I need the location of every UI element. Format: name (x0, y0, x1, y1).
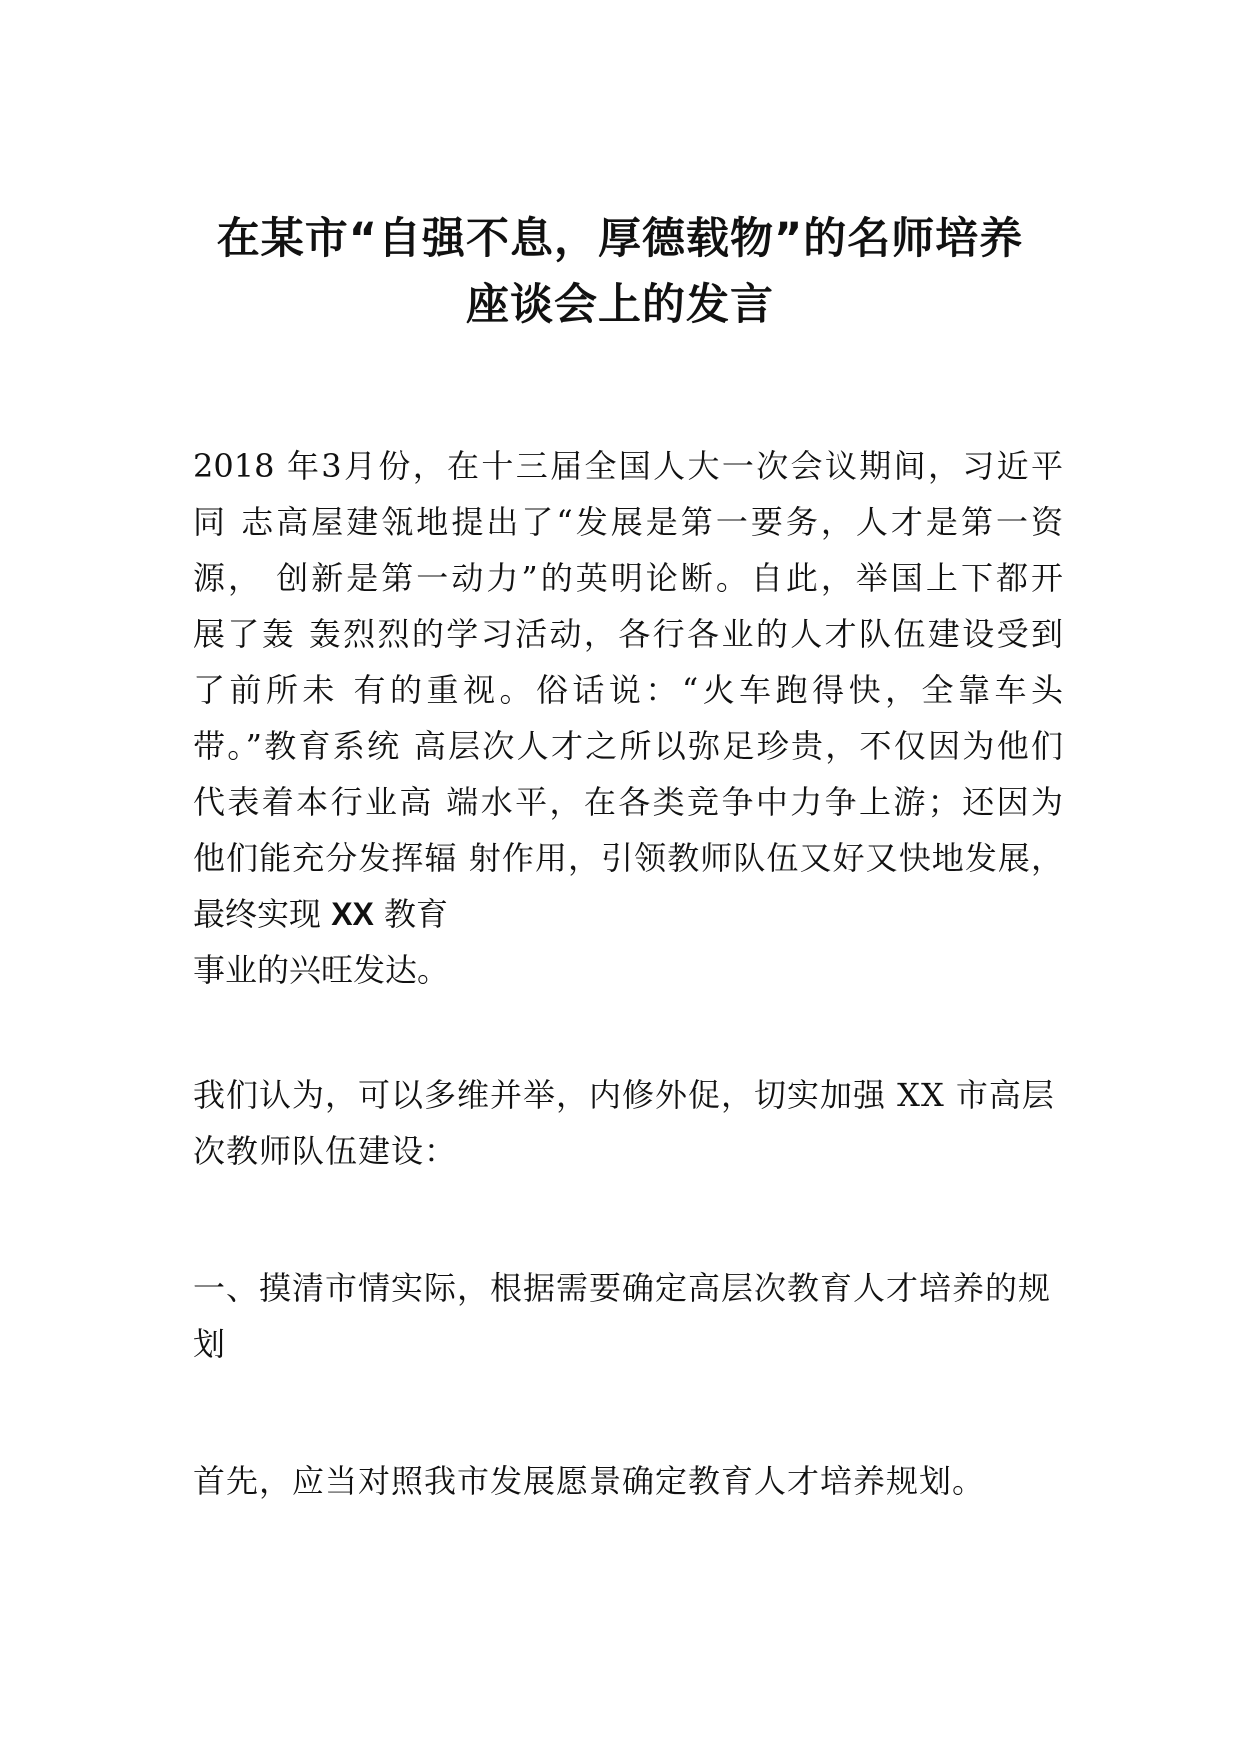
bold-xx: XX (331, 896, 374, 932)
paragraph-line: 源， 创新是第一动力”的英明论断。自此，举国上下都开 (193, 559, 1063, 597)
paragraph-line: 我们认为，可以多维并举，内修外促，切实加强 XX 市高层 (193, 1076, 1055, 1114)
second-paragraph (193, 1067, 1063, 1179)
paragraph-line: 首先，应当对照我市发展愿景确定教育人才培养规划。 (193, 1462, 986, 1500)
title-line-1: 在某市“自强不息，厚德载物”的名师培养 (216, 214, 1024, 264)
line-prefix: 最终实现 (193, 895, 332, 933)
heading-line: 一、摸清市情实际，根据需要确定高层次教育人才培养的规 (193, 1269, 1052, 1307)
heading-line: 划 (193, 1325, 227, 1363)
paragraph-line: 展了轰 轰烈烈的学习活动，各行各业的人才队伍建设受到 (193, 615, 1063, 653)
intro-paragraph (193, 438, 1063, 998)
paragraph-line: 2018 年3月份，在十三届全国人大一次会议期间，习近平 (193, 447, 1063, 485)
line-suffix: 教育 (373, 895, 449, 933)
section-heading (193, 1260, 1063, 1372)
paragraph-line: 事业的兴旺发达。 (193, 951, 450, 989)
paragraph-line: 带。”教育系统 高层次人才之所以弥足珍贵，不仅因为他们 (193, 727, 1063, 765)
paragraph-line (193, 886, 1063, 942)
paragraph-line: 代表着本行业高 端水平，在各类竞争中力争上游；还因为 (193, 783, 1063, 821)
paragraph-line: 了前所未 有的重视。俗话说：“火车跑得快，全靠车头 (193, 671, 1063, 709)
paragraph-line: 同 志高屋建瓴地提出了“发展是第一要务，人才是第一资 (193, 503, 1063, 541)
third-paragraph (193, 1453, 1063, 1509)
title-line-2: 座谈会上的发言 (466, 280, 774, 330)
document-title (120, 206, 1120, 338)
paragraph-line: 他们能充分发挥辐 射作用，引领教师队伍又好又快地发展， (193, 839, 1063, 877)
paragraph-line: 次教师队伍建设： (193, 1132, 458, 1170)
